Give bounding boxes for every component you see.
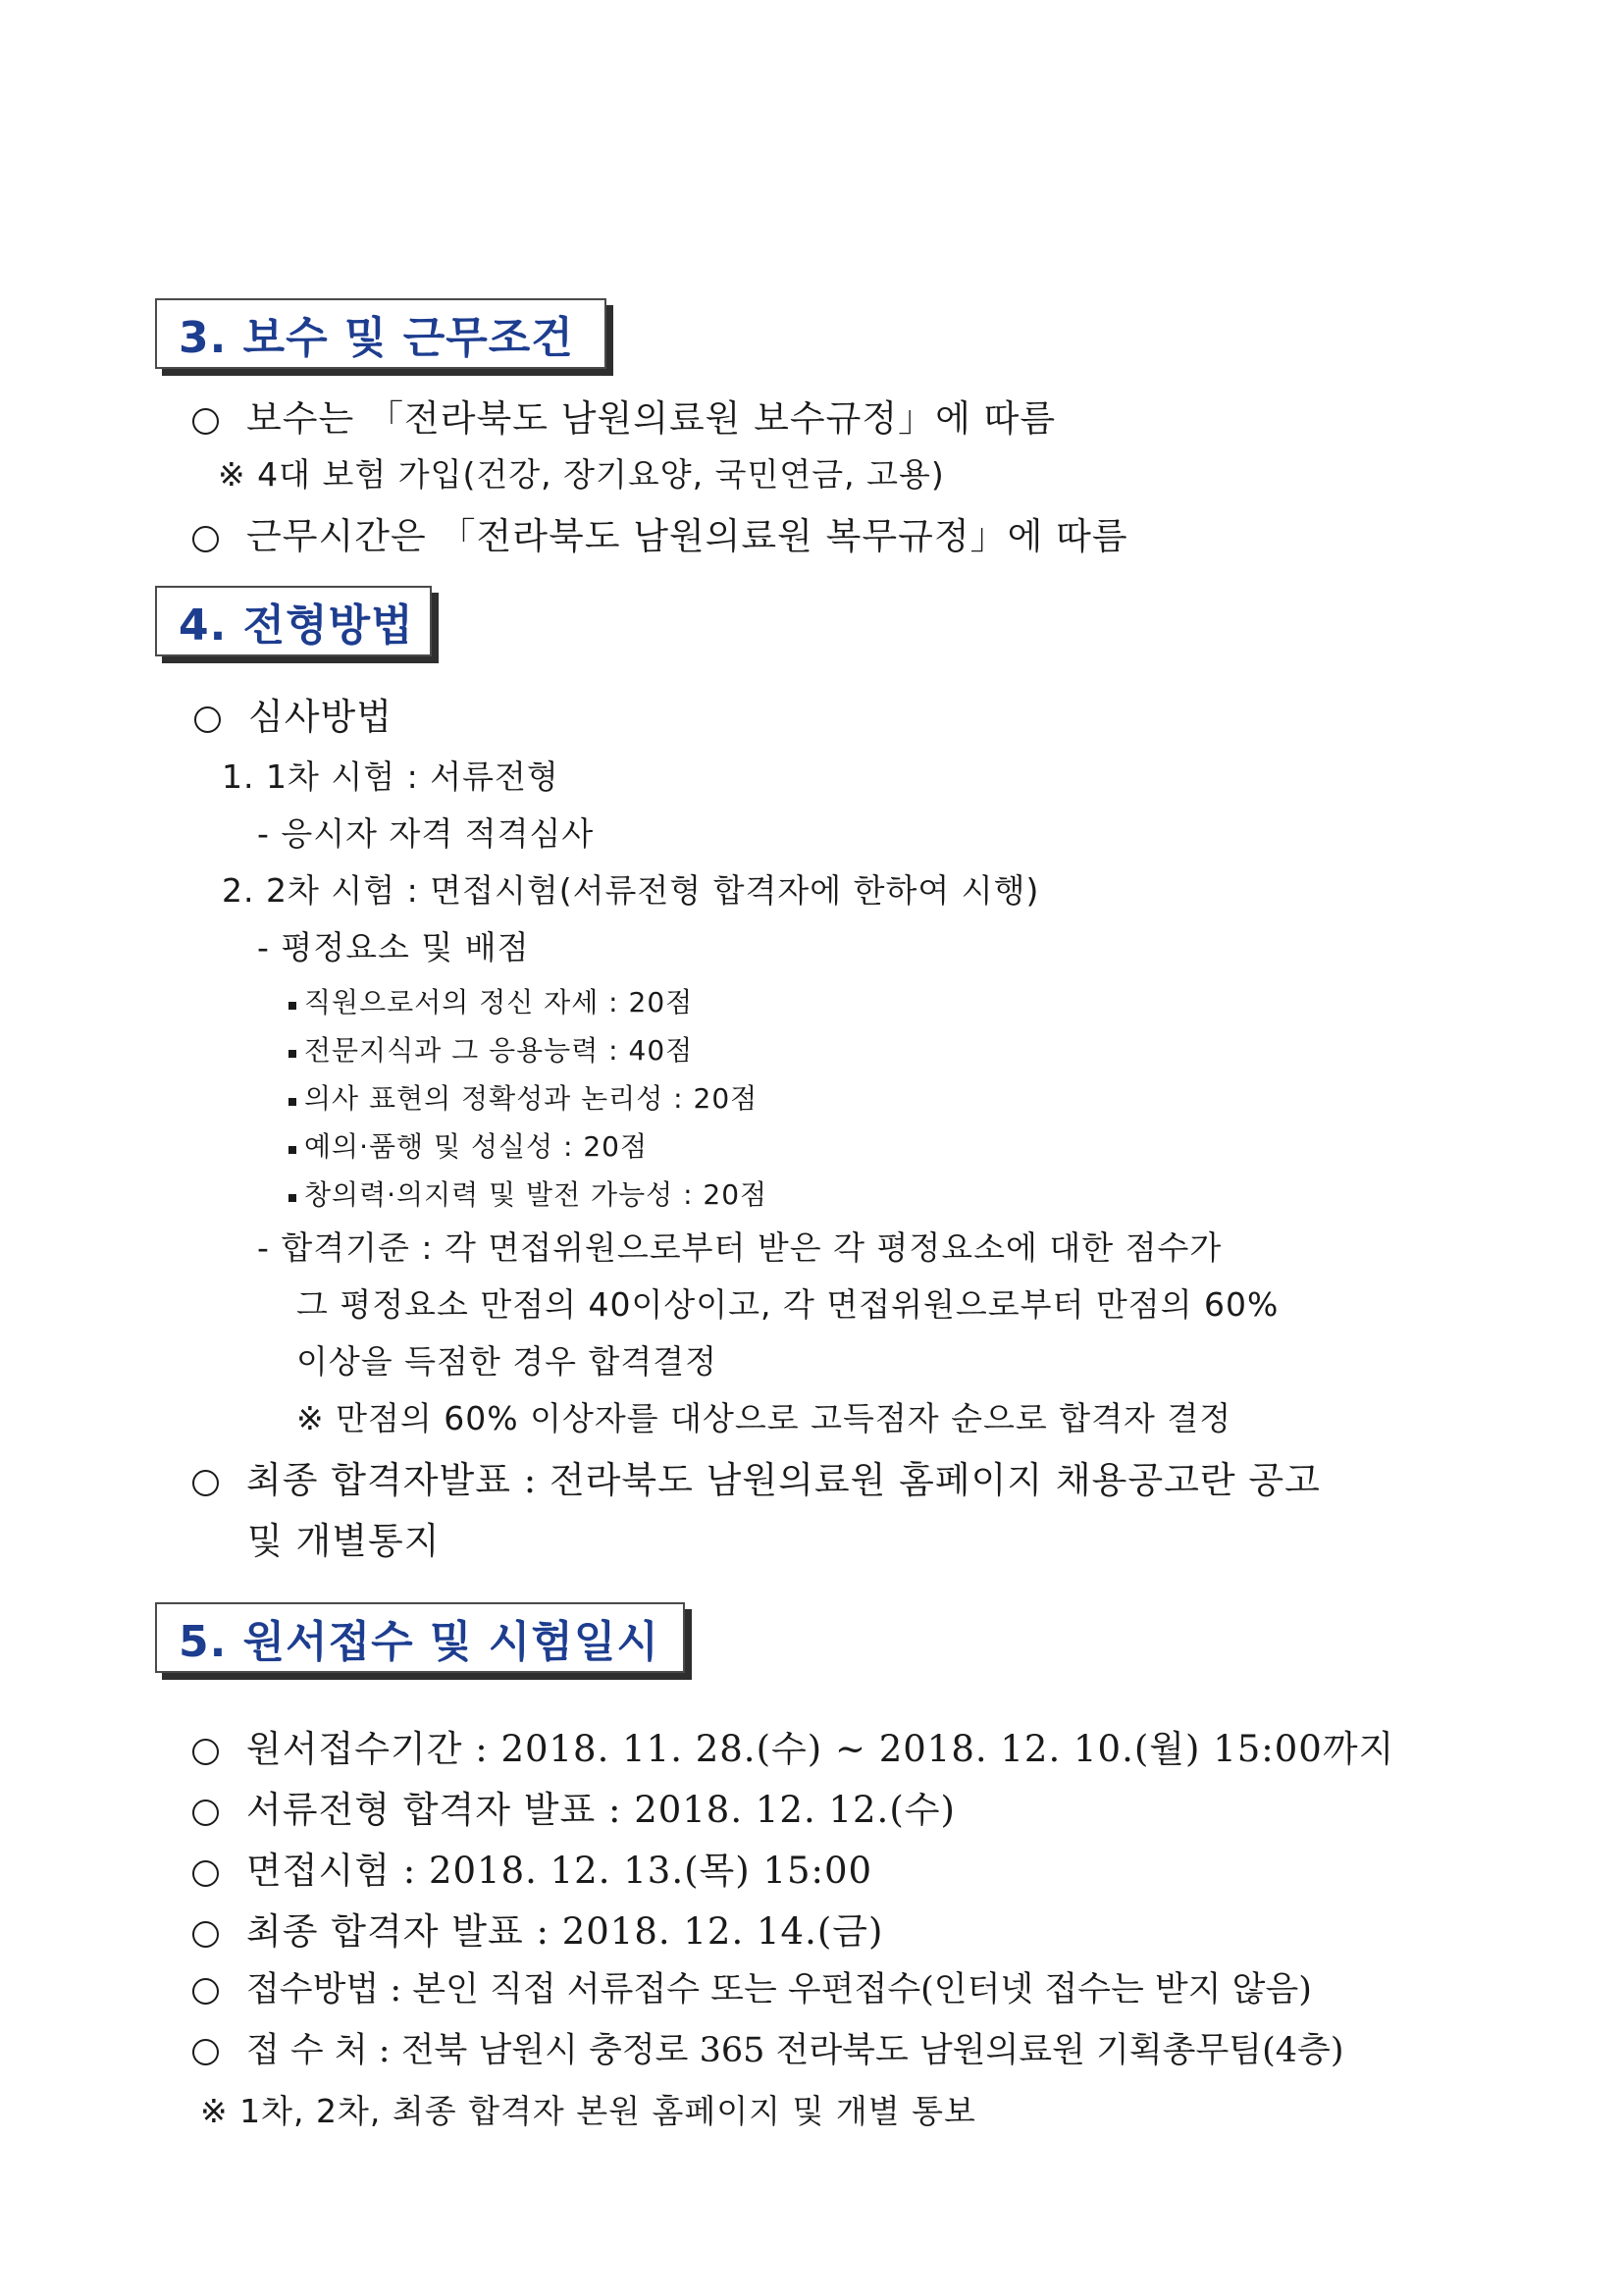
pass-criteria-line-1: - 합격기준 : 각 면접위원으로부터 받은 각 평정요소에 대한 점수가 <box>257 1228 1223 1267</box>
step-2: 2. 2차 시험 : 면접시험(서류전형 합격자에 한하여 시행) <box>222 871 1040 910</box>
final-announcement-cont: 및 개별통지 <box>247 1520 441 1562</box>
pass-criteria-line-2: 그 평정요소 만점의 40이상이고, 각 면접위원으로부터 만점의 60% <box>296 1285 1280 1324</box>
square-bullet-icon <box>288 1098 296 1106</box>
section-4-heading <box>155 586 432 656</box>
schedule-item: 원서접수기간 : 2018. 11. 28.(수) ~ 2018. 12. 10.(월) 15:00까지 <box>192 1719 1394 1772</box>
section-4-title: 4. 전형방법 <box>179 600 414 651</box>
square-bullet-icon <box>288 1050 296 1058</box>
schedule-item: 면접시험 : 2018. 12. 13.(목) 15:00 <box>192 1841 872 1894</box>
section-5-title: 5. 원서접수 및 시험일시 <box>179 1617 659 1667</box>
circle-bullet-icon <box>192 1860 219 1887</box>
section-3-title: 3. 보수 및 근무조건 <box>179 313 574 363</box>
schedule-item: 접수방법 : 본인 직접 서류접수 또는 우편접수(인터넷 접수는 받지 않음) <box>192 1962 1312 2011</box>
schedule-item: 최종 합격자 발표 : 2018. 12. 14.(금) <box>192 1902 883 1955</box>
circle-bullet-icon <box>192 1800 219 1826</box>
square-bullet-icon <box>288 1146 296 1154</box>
circle-bullet-icon <box>192 1470 219 1496</box>
square-bullet-icon <box>288 1194 296 1202</box>
criteria-item: 전문지식과 그 응용능력 : 40점 <box>288 1029 693 1069</box>
criteria-item: 의사 표현의 정확성과 논리성 : 20점 <box>288 1077 758 1117</box>
criteria-item: 창의력·의지력 및 발전 가능성 : 20점 <box>288 1174 767 1213</box>
section-3-heading <box>155 298 606 369</box>
notification-note: ※ 1차, 2차, 최종 합격자 본원 홈페이지 및 개별 통보 <box>200 2092 976 2130</box>
section-5-heading <box>155 1602 685 1673</box>
insurance-note: ※ 4대 보험 가입(건강, 장기요양, 국민연금, 고용) <box>218 455 945 494</box>
hours-item: 근무시간은 「전라북도 남원의료원 복무규정」에 따름 <box>192 506 1128 559</box>
schedule-item: 접 수 처 : 전북 남원시 충정로 365 전라북도 남원의료원 기획총무팀(4층) <box>192 2023 1344 2072</box>
square-bullet-icon <box>288 1002 296 1010</box>
step-2-detail: - 평정요소 및 배점 <box>257 928 530 966</box>
step-1: 1. 1차 시험 : 서류전형 <box>222 757 559 796</box>
pay-item: 보수는 「전라북도 남원의료원 보수규정」에 따름 <box>192 389 1056 442</box>
circle-bullet-icon <box>192 2039 219 2065</box>
criteria-item: 직원으로서의 정신 자세 : 20점 <box>288 981 693 1020</box>
circle-bullet-icon <box>192 1739 219 1765</box>
circle-bullet-icon <box>192 408 219 435</box>
circle-bullet-icon <box>192 1978 219 2005</box>
criteria-item: 예의·품행 및 성실성 : 20점 <box>288 1125 648 1165</box>
method-item: 심사방법 <box>194 687 393 740</box>
final-announcement: 최종 합격자발표 : 전라북도 남원의료원 홈페이지 채용공고란 공고 <box>192 1450 1321 1503</box>
circle-bullet-icon <box>194 706 221 733</box>
pass-criteria-line-3: 이상을 득점한 경우 합격결정 <box>296 1342 718 1381</box>
pass-criteria-note: ※ 만점의 60% 이상자를 대상으로 고득점자 순으로 합격자 결정 <box>296 1399 1232 1437</box>
step-1-detail: - 응시자 자격 적격심사 <box>257 814 595 853</box>
schedule-item: 서류전형 합격자 발표 : 2018. 12. 12.(수) <box>192 1780 956 1833</box>
circle-bullet-icon <box>192 526 219 552</box>
circle-bullet-icon <box>192 1921 219 1948</box>
